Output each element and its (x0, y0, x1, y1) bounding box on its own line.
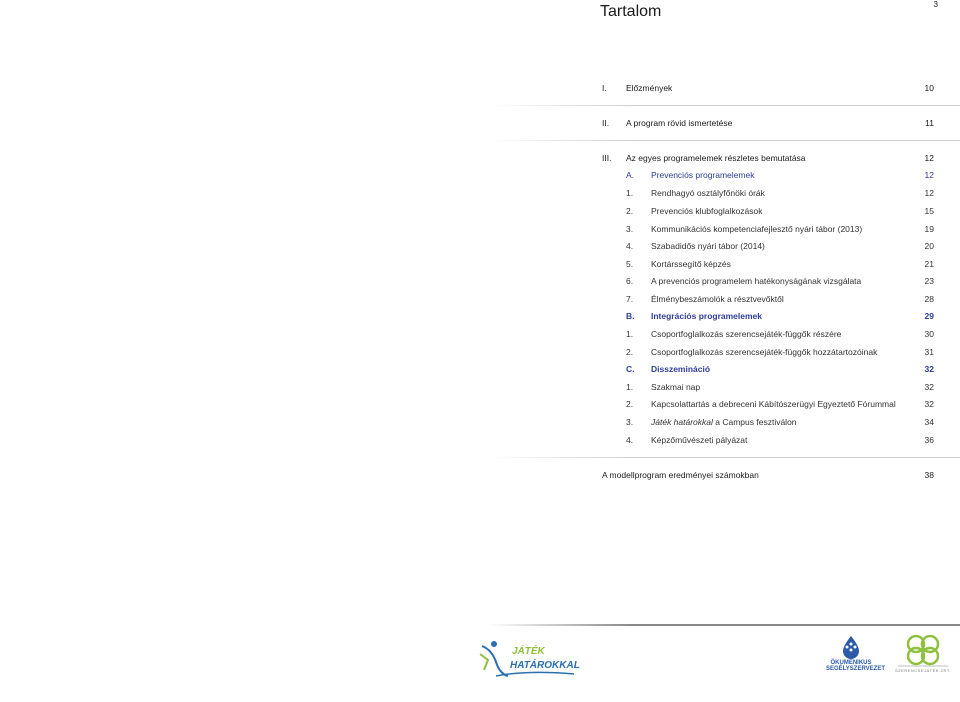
logo-text-line1: JÁTÉK (512, 646, 545, 657)
toc-entry[interactable] (600, 204, 934, 218)
toc-page: 32 (924, 399, 934, 409)
toc-page: 34 (924, 417, 934, 427)
toc-page: 12 (924, 188, 934, 198)
page-number: 3 (933, 0, 938, 9)
toc-label: Csoportfoglalkozás szerencsejáték-függők részére (651, 329, 842, 339)
toc-label: Előzmények (626, 83, 673, 93)
toc-label: Élménybeszámolók a résztvevőktől (651, 294, 784, 304)
toc-entry[interactable] (600, 257, 934, 271)
toc-number: B. (626, 311, 635, 321)
toc-page: 19 (924, 224, 934, 234)
toc-entry[interactable] (600, 380, 934, 394)
toc-entry-section-c[interactable] (600, 362, 934, 376)
jatek-hatarokkal-logo (478, 636, 578, 682)
toc-entry-chapter-3[interactable] (600, 151, 934, 165)
toc-entry[interactable] (600, 222, 934, 236)
divider (488, 105, 960, 106)
toc-number: C. (626, 364, 635, 374)
toc-page: 12 (924, 153, 934, 163)
toc-label: Prevenciós programelemek (651, 170, 755, 180)
toc-page: 23 (924, 276, 934, 286)
toc-label: Kortárssegítő képzés (651, 259, 731, 269)
page-title: Tartalom (600, 3, 662, 20)
footer-divider (488, 624, 960, 626)
drop-icon (826, 634, 876, 660)
toc-label: Prevenciós klubfoglalkozások (651, 206, 763, 216)
toc-entry[interactable] (600, 415, 934, 429)
szerencsejatek-logo (888, 632, 958, 676)
okumenikus-logo (826, 634, 886, 674)
toc-page: 12 (924, 170, 934, 180)
toc-page: 38 (924, 470, 934, 480)
toc-page: 28 (924, 294, 934, 304)
divider (488, 140, 960, 141)
toc-number: 5. (626, 259, 634, 269)
toc-number: III. (602, 153, 612, 163)
toc-number: 1. (626, 382, 634, 392)
toc-page: 21 (924, 259, 934, 269)
logo-text (826, 660, 886, 672)
toc-label-rest: a Campus fesztiválon (712, 417, 797, 427)
toc-page: 30 (924, 329, 934, 339)
logo-text-line1: ÖKUMENIKUS (830, 660, 872, 666)
toc-label: Kapcsolattartás a debreceni Kábítószerügyi Egyeztető Fórummal (651, 399, 896, 409)
clover-icon (888, 632, 958, 668)
toc-number: 3. (626, 224, 634, 234)
toc-label-emphasis: Játék határokkal (651, 417, 713, 427)
toc-number: A. (626, 170, 635, 180)
toc-entry-section-b[interactable] (600, 309, 934, 323)
logo-text: SZERENCSEJÁTÉK ZRT. (895, 668, 951, 673)
toc-entry[interactable] (600, 327, 934, 341)
toc-label: A modellprogram eredményei számokban (602, 470, 759, 480)
toc-page: 29 (924, 311, 934, 321)
toc-number: 6. (626, 276, 634, 286)
toc-number: 1. (626, 188, 634, 198)
toc-page: 20 (924, 241, 934, 251)
toc-entry[interactable] (600, 433, 934, 447)
toc-number: 2. (626, 206, 634, 216)
toc-entry-section-a[interactable] (600, 168, 934, 182)
toc-entry-chapter-1[interactable] (600, 81, 934, 95)
toc-number: 4. (626, 241, 634, 251)
toc-entry[interactable] (600, 274, 934, 288)
toc-number: II. (602, 118, 610, 128)
logo-text-line2: HATÁROKKAL (510, 660, 580, 671)
toc-label: Szabadidős nyári tábor (2014) (651, 241, 765, 251)
toc-label: Integrációs programelemek (651, 311, 763, 321)
logo-figure-icon (478, 636, 578, 682)
toc-page: 11 (925, 118, 934, 128)
toc-label (651, 415, 797, 429)
toc-label: Az egyes programelemek részletes bemutatása (626, 153, 806, 163)
toc-label: A prevenciós programelem hatékonyságának vizsgálata (651, 276, 862, 286)
toc-number: I. (602, 83, 607, 93)
toc-number: 4. (626, 435, 634, 445)
toc-label: Rendhagyó osztályfőnöki órák (651, 188, 765, 198)
toc-page: 32 (924, 382, 934, 392)
toc-page: 31 (924, 347, 934, 357)
toc-entry[interactable] (600, 239, 934, 253)
toc-label: Disszemináció (651, 364, 711, 374)
toc-label: Kommunikációs kompetenciafejlesztő nyári tábor (2013) (651, 224, 863, 234)
divider (488, 457, 960, 458)
toc-label: A program rövid ismertetése (626, 118, 733, 128)
toc-label: Szakmai nap (651, 382, 701, 392)
toc-page: 10 (924, 83, 934, 93)
toc-entry-chapter-2[interactable] (600, 116, 934, 130)
toc-entry-results[interactable] (600, 468, 934, 482)
toc-label: Képzőművészeti pályázat (651, 435, 748, 445)
toc-number: 3. (626, 417, 634, 427)
toc-page: 15 (924, 206, 934, 216)
toc-entry[interactable] (600, 292, 934, 306)
toc-entry[interactable] (600, 186, 934, 200)
toc-label: Csoportfoglalkozás szerencsejáték-függők hozzátartozóinak (651, 347, 878, 357)
toc-number: 2. (626, 399, 634, 409)
toc-number: 2. (626, 347, 634, 357)
toc-entry[interactable] (600, 397, 934, 411)
toc-entry[interactable] (600, 345, 934, 359)
toc-page: 36 (924, 435, 934, 445)
toc-number: 1. (626, 329, 634, 339)
toc-number: 7. (626, 294, 634, 304)
toc-page: 32 (924, 364, 934, 374)
logo-text-line2: SEGÉLYSZERVEZET (826, 666, 886, 672)
